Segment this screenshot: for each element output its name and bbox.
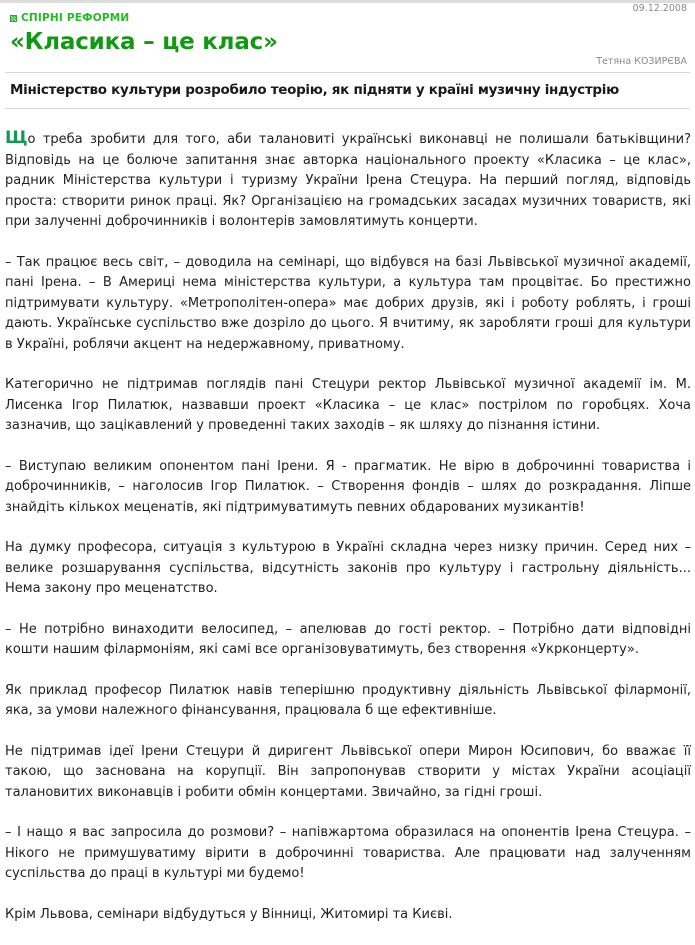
article-paragraph: – Виступаю великим опонентом пані Ірени. Я - прагматик. Не вірю в доброчинні товариства і доброчинників, – наголосив Ігор Пилатюк. – Створення фондів – шлях до розкрадання. Ліпше знайдіть кількох меценатів, які підтримуватимуть певних обдарованих музикантів! bbox=[5, 458, 691, 515]
article-paragraph: Категорично не підтримав поглядів пані Стецури ректор Львівської музичної академії ім. М. Лисенка Ігор Пилатюк, назвавши проект «Класика – це клас» пострілом по горобцях. Хоча зазначив, що зацікавлений у проведенні таких заходів – як шляху до пізнання істини. bbox=[5, 377, 691, 433]
article-paragraph bbox=[5, 128, 691, 233]
article-body bbox=[5, 128, 691, 945]
divider-bottom bbox=[5, 108, 690, 109]
top-border bbox=[0, 0, 695, 3]
first-paragraph-text: о треба зробити для того, аби талановиті українські виконавці не полишали батьківщини? Відповідь на це болюче запитання знає авторка національного проекту «Класика – це клас», радник Міністерства культури і туризму України Ірена Стецура. На перший погляд, відповідь проста: створити ринок праці. Як? Організацією на громадських засадах музичних товариств, які при залученні доброчинників і волонтерів замовлятимуть концерти. bbox=[5, 132, 691, 229]
article-title: «Класика – це клас» bbox=[10, 29, 278, 55]
article-paragraph: Не підтримав ідеї Ірени Стецури й диригент Львівської опери Мирон Юсипович, бо вважає її такою, що заснована на корупції. Він запропонував створити у містах України асоціації талановитих виконавців і робити обмін концертами. Звичайно, за гідні гроші. bbox=[5, 743, 691, 800]
article-paragraph: – Так працює весь світ, – доводила на семінарі, що відбувся на базі Львівської музичної академії, пані Ірена. – В Америці нема міністерства культури, а культура там процвітає. Бо престижно підтримувати культуру. «Метрополітен-опера» має добрих друзів, які і роботу роблять, і гроші дають. Українське суспільство вже дозріло до цього. Я вчитиму, як заробляти гроші для культури в Україні, роблячи акцент на недержавному, приватному. bbox=[5, 254, 691, 352]
author-name: Тетяна КОЗИРЄВА bbox=[596, 56, 687, 67]
article-paragraph: На думку професора, ситуація з культурою в Україні складна через низку причин. Серед них – велике розшарування суспільства, відсутність законів про культуру і гастрольну діяльність... Нема закону про меценатство. bbox=[5, 540, 691, 596]
drop-cap: Щ bbox=[5, 128, 28, 148]
article-paragraph: Крім Львова, семінари відбудуться у Вінниці, Житомирі та Києві. bbox=[5, 906, 453, 922]
article-paragraph: – І нащо я вас запросила до розмови? – напівжартома образилася на опонентів Ірена Стецура. – Нікого не примушуватиму вірити в доброчинні товариства. Але працювати над залученням суспільства до праці в культурі ми будемо! bbox=[5, 825, 691, 881]
article-paragraph: Як приклад професор Пилатюк навів теперішню продуктивну діяльність Львівської філармонії, яка, за умови належного фінансування, працювала б ще ефективніше. bbox=[5, 682, 691, 718]
divider-top bbox=[5, 72, 690, 73]
section-rubric[interactable] bbox=[10, 12, 129, 24]
article-lead: Міністерство культури розробило теорію, як підняти у країні музичну індустрію bbox=[10, 82, 619, 98]
rubric-label[interactable]: СПІРНІ РЕФОРМИ bbox=[21, 12, 130, 24]
square-pattern-icon bbox=[10, 15, 17, 22]
article-paragraph: – Не потрібно винаходити велосипед, – апелював до гості ректор. – Потрібно дати відповідні кошти нашим філармоніям, які самі все організовуватимуть, без створення «Укрконцерту». bbox=[5, 621, 691, 657]
publication-date: 09.12.2008 bbox=[632, 3, 687, 14]
